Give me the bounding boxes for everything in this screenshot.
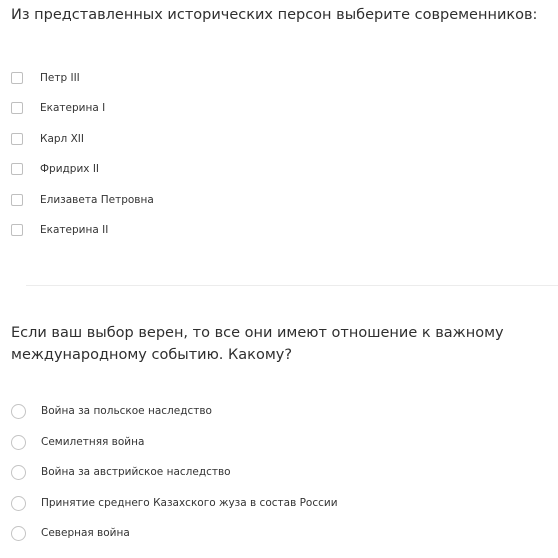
section-divider: [26, 285, 558, 286]
checkbox-box[interactable]: [11, 163, 23, 175]
radio-button[interactable]: [11, 465, 26, 480]
radio-option[interactable]: [11, 525, 130, 541]
radio-button[interactable]: [11, 496, 26, 511]
option-label: Карл XII: [40, 133, 84, 145]
option-label: Война за австрийское наследство: [41, 466, 231, 478]
checkbox-option[interactable]: [11, 100, 105, 116]
option-label: Северная война: [41, 527, 130, 539]
checkbox-box[interactable]: [11, 194, 23, 206]
option-label: Семилетняя война: [41, 436, 145, 448]
checkbox-box[interactable]: [11, 224, 23, 236]
option-label: Петр III: [40, 72, 80, 84]
radio-button[interactable]: [11, 526, 26, 541]
question-1-title: Из представленных исторических персон выберите современников:: [11, 7, 538, 23]
radio-option[interactable]: [11, 434, 144, 450]
radio-button[interactable]: [11, 404, 26, 419]
option-label: Екатерина I: [40, 102, 106, 114]
option-label: Фридрих II: [40, 163, 100, 175]
checkbox-option[interactable]: [11, 192, 154, 208]
radio-option[interactable]: [11, 495, 338, 511]
question-2-title: Если ваш выбор верен, то все они имеют отношение к важному международному событию. Какому?: [11, 325, 504, 363]
checkbox-box[interactable]: [11, 102, 23, 114]
option-label: Принятие среднего Казахского жуза в состав России: [41, 497, 338, 509]
radio-button[interactable]: [11, 435, 26, 450]
option-label: Екатерина II: [40, 224, 109, 236]
checkbox-option[interactable]: [11, 131, 84, 147]
checkbox-option[interactable]: [11, 70, 80, 86]
option-label: Война за польское наследство: [41, 405, 212, 417]
option-label: Елизавета Петровна: [40, 194, 154, 206]
radio-option[interactable]: [11, 464, 231, 480]
radio-option[interactable]: [11, 403, 212, 419]
checkbox-option[interactable]: [11, 222, 108, 238]
checkbox-box[interactable]: [11, 133, 23, 145]
checkbox-option[interactable]: [11, 161, 99, 177]
checkbox-box[interactable]: [11, 72, 23, 84]
